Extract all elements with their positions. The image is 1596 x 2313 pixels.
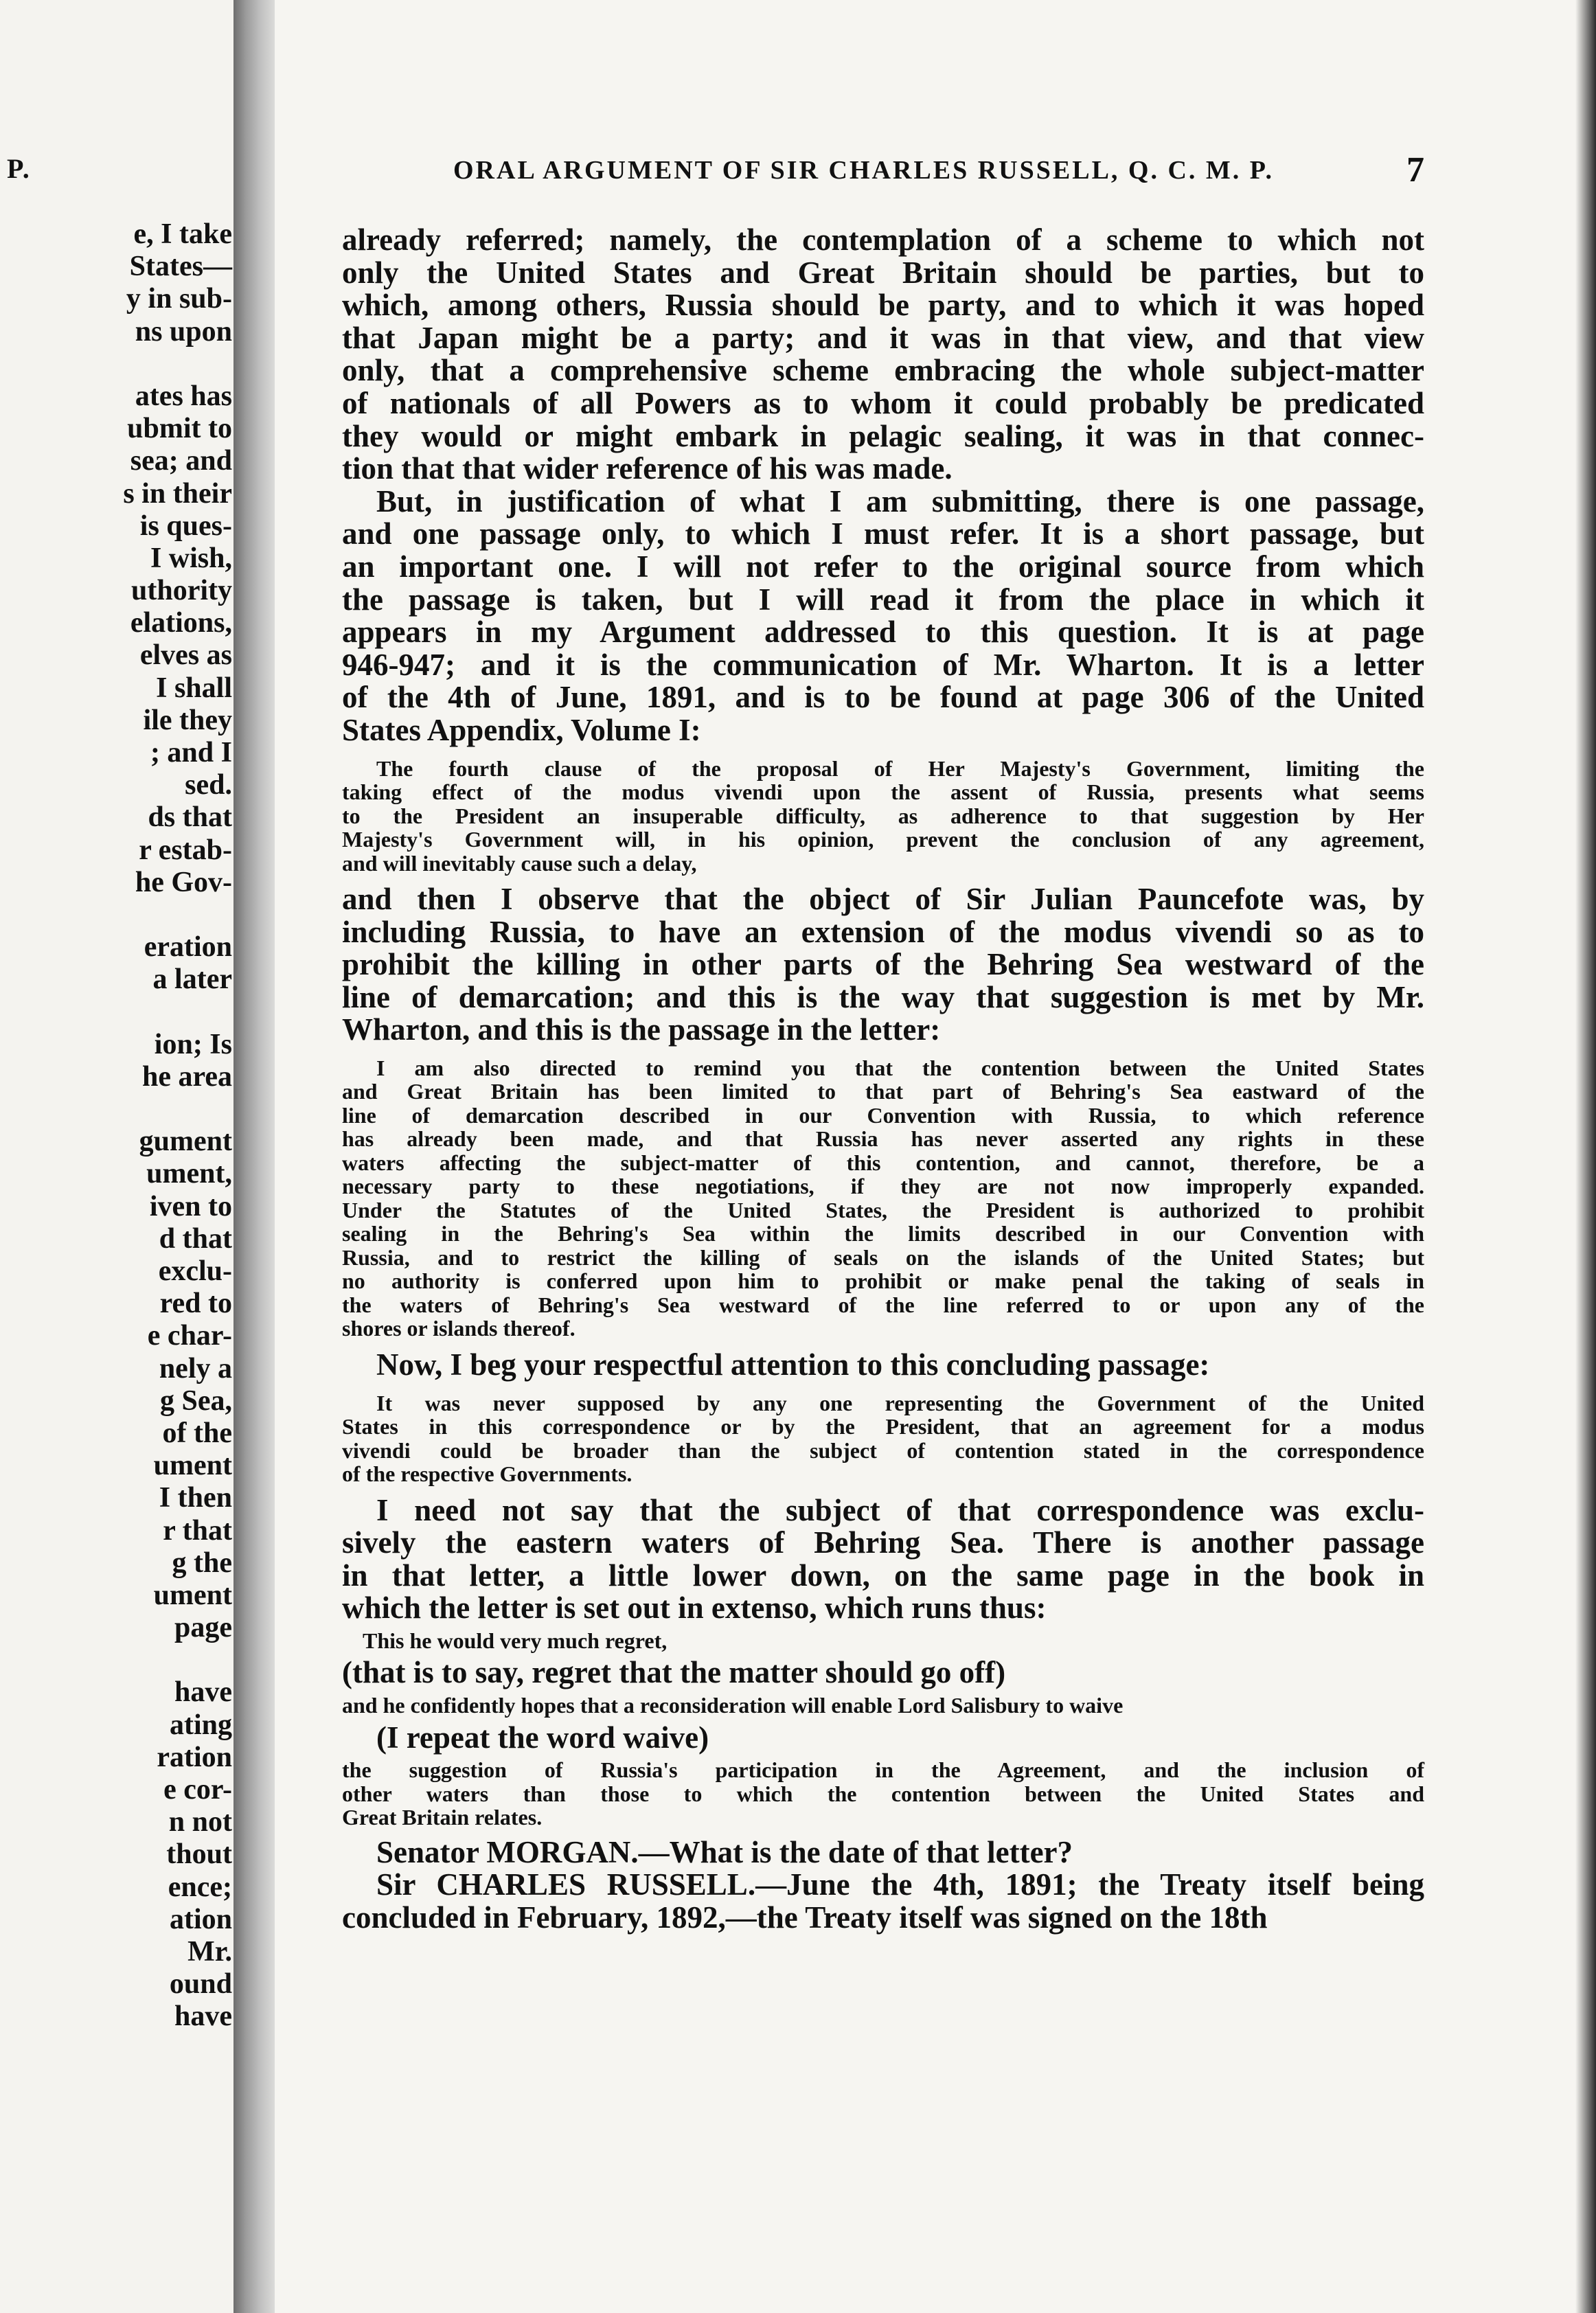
quote-line: States in this correspondence or by the President, that an agreement for a modus bbox=[342, 1414, 1424, 1439]
quote-line: and will inevitably cause such a delay, bbox=[342, 850, 697, 876]
quotation-6 bbox=[342, 1758, 1424, 1830]
left-page-line: ds that bbox=[148, 801, 232, 834]
left-page-line: have bbox=[174, 1676, 232, 1709]
quote-line: waters affecting the subject-matter of this contention, and cannot, therefore, be a bbox=[342, 1150, 1424, 1175]
left-page-line: ound bbox=[169, 1968, 232, 2001]
left-page-line: ation bbox=[169, 1903, 232, 1935]
text-line: already referred; namely, the contemplation of a scheme to which not bbox=[342, 223, 1424, 257]
text-line: sively the eastern waters of Behring Sea. There is another passage bbox=[342, 1525, 1424, 1560]
left-page-line: e char- bbox=[147, 1320, 232, 1352]
left-page-line: g the bbox=[172, 1547, 232, 1579]
quote-line-short: This he would very much regret, bbox=[363, 1628, 668, 1653]
left-page-line: ument bbox=[153, 1579, 232, 1611]
left-page-line: g Sea, bbox=[160, 1385, 232, 1417]
paragraph-7: (I repeat the word waive) bbox=[376, 1720, 709, 1755]
text-line: that Japan might be a party; and it was in that view, and that view bbox=[342, 320, 1424, 355]
left-page-line: ates has bbox=[135, 380, 232, 412]
text-line: of nationals of all Powers as to whom it could probably be predicated bbox=[342, 385, 1424, 420]
quote-line: sealing in the Behring's Sea within the limits described in our Convention with bbox=[342, 1221, 1424, 1246]
left-page-line: red to bbox=[159, 1288, 232, 1320]
quote-line: I am also directed to remind you that the contention between the United States bbox=[376, 1055, 1424, 1080]
text-line: only, that a comprehensive scheme embracing the whole subject-matter bbox=[342, 353, 1424, 388]
quote-line: and Great Britain has been limited to that part of Behring's Sea eastward of the bbox=[342, 1079, 1424, 1104]
left-page-line: s in their bbox=[123, 477, 232, 510]
text-line: prohibit the killing in other parts of the Behring Sea westward of the bbox=[342, 947, 1424, 982]
quote-line: the waters of Behring's Sea westward of the line referred to or upon any of the bbox=[342, 1292, 1424, 1317]
paragraph-5 bbox=[342, 1494, 1424, 1625]
left-page-line: ile they bbox=[143, 704, 232, 736]
quote-line: no authority is conferred upon him to prohibit or make penal the taking of seals in bbox=[342, 1268, 1424, 1294]
left-page-line: ion; Is bbox=[154, 1028, 232, 1060]
left-page-line: page bbox=[174, 1612, 232, 1644]
paragraph-2 bbox=[342, 483, 1424, 747]
text-line: and then I observe that the object of Sir Julian Pauncefote was, by bbox=[342, 882, 1424, 916]
quote-line: shores or islands thereof. bbox=[342, 1316, 575, 1341]
paragraph-8: Senator MORGAN.—What is the date of that letter? bbox=[376, 1834, 1073, 1869]
text-line: an important one. I will not refer to the original source from which bbox=[342, 549, 1424, 584]
paragraph-9 bbox=[342, 1869, 1424, 1934]
text-line: and one passage only, to which I must refer. It is a short passage, but bbox=[342, 516, 1424, 551]
text-line: 946-947; and it is the communication of Mr. Wharton. It is a letter bbox=[342, 647, 1424, 682]
quote-line: Great Britain relates. bbox=[342, 1805, 543, 1830]
left-page-line: e, I take bbox=[133, 218, 232, 250]
left-page-line: sed. bbox=[185, 769, 232, 801]
left-page-line: have bbox=[174, 2001, 232, 2033]
body-text bbox=[342, 224, 1424, 1934]
text-line: of the 4th of June, 1891, and is to be found at page 306 of the United bbox=[342, 680, 1424, 715]
paragraph-3 bbox=[342, 883, 1424, 1047]
text-line: Sir CHARLES RUSSELL.—June the 4th, 1891; the Treaty itself being bbox=[376, 1867, 1424, 1902]
left-page-line: exclu- bbox=[158, 1255, 232, 1287]
quote-line: has already been made, and that Russia has never asserted any rights in these bbox=[342, 1126, 1424, 1152]
text-line: But, in justification of what I am submitting, there is one passage, bbox=[376, 483, 1424, 519]
left-page-line: elves as bbox=[139, 639, 232, 672]
left-page-line: ument, bbox=[146, 1158, 232, 1190]
left-page-line: ubmit to bbox=[127, 413, 232, 445]
text-line: in that letter, a little lower down, on the same page in the book in bbox=[342, 1558, 1424, 1593]
left-page-line: ating bbox=[169, 1709, 232, 1741]
left-page-line: elations, bbox=[130, 607, 232, 639]
left-page-line bbox=[123, 348, 232, 380]
quote-line: to the President an insuperable difficulty, as adherence to that suggestion by Her bbox=[342, 803, 1424, 828]
running-head: ORAL ARGUMENT OF SIR CHARLES RUSSELL, Q. C. M. P. bbox=[453, 156, 1275, 185]
left-page-line: ration bbox=[157, 1741, 232, 1773]
text-line: which, among others, Russia should be party, and to which it was hoped bbox=[342, 288, 1424, 323]
text-line: which the letter is set out in extenso, which runs thus: bbox=[342, 1591, 1047, 1626]
left-page-line bbox=[123, 1093, 232, 1126]
text-line: line of demarcation; and this is the way that suggestion is met by Mr. bbox=[342, 979, 1424, 1014]
left-page-line: thout bbox=[166, 1838, 232, 1871]
left-page-line: n not bbox=[168, 1806, 232, 1838]
left-page-line bbox=[123, 996, 232, 1029]
quote-line: taking effect of the modus vivendi upon the assent of Russia, presents what seems bbox=[342, 779, 1424, 804]
text-line: only the United States and Great Britain should be parties, but to bbox=[342, 255, 1424, 290]
quote-line: The fourth clause of the proposal of Her Majesty's Government, limiting the bbox=[376, 755, 1424, 781]
left-page-line: sea; and bbox=[130, 445, 232, 477]
left-page-line: ument bbox=[153, 1450, 232, 1482]
text-line: I need not say that the subject of that correspondence was exclu- bbox=[376, 1492, 1424, 1527]
left-page-line: eration bbox=[144, 931, 232, 964]
left-page-line: is ques- bbox=[139, 510, 232, 542]
left-page-line: e cor- bbox=[163, 1774, 232, 1805]
left-page-line: ence; bbox=[168, 1871, 232, 1903]
left-page-line bbox=[123, 1644, 232, 1676]
quote-line: of the respective Governments. bbox=[342, 1461, 632, 1487]
text-line: tion that that wider reference of his was made. bbox=[342, 451, 953, 486]
left-page-line: y in sub- bbox=[126, 283, 232, 315]
left-page-line: ns upon bbox=[135, 315, 232, 347]
left-page-line: he Gov- bbox=[135, 866, 232, 898]
left-page-line: uthority bbox=[131, 575, 232, 607]
left-page-line: I wish, bbox=[150, 542, 232, 574]
text-line: States Appendix, Volume I: bbox=[342, 712, 701, 747]
left-page-line: nely a bbox=[159, 1352, 232, 1385]
left-page-line: gument bbox=[139, 1126, 232, 1158]
left-page-line: r estab- bbox=[139, 834, 232, 866]
left-page-line: Mr. bbox=[187, 1935, 232, 1968]
text-line: the passage is taken, but I will read it from the place in which it bbox=[342, 582, 1424, 617]
left-page-line bbox=[123, 899, 232, 931]
paragraph-1 bbox=[342, 224, 1424, 486]
quote-line: Majesty's Government will, in his opinion, prevent the conclusion of any agreement, bbox=[342, 827, 1424, 852]
quotation-1 bbox=[342, 757, 1424, 876]
left-page-line: d that bbox=[159, 1222, 232, 1255]
left-page-line: he area bbox=[141, 1060, 232, 1093]
quote-line: the suggestion of Russia's participation in the Agreement, and the inclusion of bbox=[342, 1757, 1424, 1783]
left-page-line: States— bbox=[129, 251, 232, 283]
quote-line-waive: and he confidently hopes that a reconsideration will enable Lord Salisbury to waive bbox=[342, 1693, 1124, 1718]
text-line: concluded in February, 1892,—the Treaty itself was signed on the 18th bbox=[342, 1900, 1268, 1935]
text-line: appears in my Argument addressed to this question. It is at page bbox=[342, 615, 1424, 650]
quote-line: line of demarcation described in our Convention with Russia, to which reference bbox=[342, 1102, 1424, 1128]
left-page-line: ; and I bbox=[150, 737, 232, 768]
quotation-3 bbox=[342, 1391, 1424, 1486]
quotation-2 bbox=[342, 1056, 1424, 1341]
paragraph-6: (that is to say, regret that the matter should go off) bbox=[342, 1655, 1006, 1690]
left-facing-page bbox=[0, 0, 242, 2313]
quote-line: Under the Statutes of the United States, the President is authorized to prohibit bbox=[342, 1197, 1424, 1222]
left-page-line: I shall bbox=[156, 672, 232, 704]
left-page-header: P. bbox=[7, 153, 31, 184]
quote-line: Russia, and to restrict the killing of seals on the islands of the United States; but bbox=[342, 1244, 1424, 1270]
left-page-line: I then bbox=[159, 1482, 232, 1514]
text-line: Wharton, and this is the passage in the letter: bbox=[342, 1012, 941, 1047]
left-page-line: iven to bbox=[149, 1190, 232, 1222]
left-page-line: of the bbox=[162, 1417, 232, 1449]
page-number: 7 bbox=[1406, 150, 1424, 190]
text-line: including Russia, to have an extension of the modus vivendi so as to bbox=[342, 914, 1424, 949]
page-edge bbox=[1575, 0, 1596, 2313]
quote-line: vivendi could be broader than the subject of contention stated in the correspondence bbox=[342, 1437, 1424, 1463]
left-page-line: r that bbox=[163, 1514, 232, 1547]
left-page-line: a later bbox=[152, 964, 232, 996]
quote-line: It was never supposed by any one representing the Government of the United bbox=[376, 1390, 1424, 1415]
quote-line: other waters than those to which the contention between the United States and bbox=[342, 1781, 1424, 1806]
text-line: they would or might embark in pelagic sealing, it was in that connec- bbox=[342, 418, 1424, 453]
paragraph-4: Now, I beg your respectful attention to this concluding passage: bbox=[376, 1347, 1210, 1382]
quote-line: necessary party to these negotiations, if they are not now improperly expanded. bbox=[342, 1174, 1424, 1199]
left-page-text bbox=[123, 218, 232, 2033]
